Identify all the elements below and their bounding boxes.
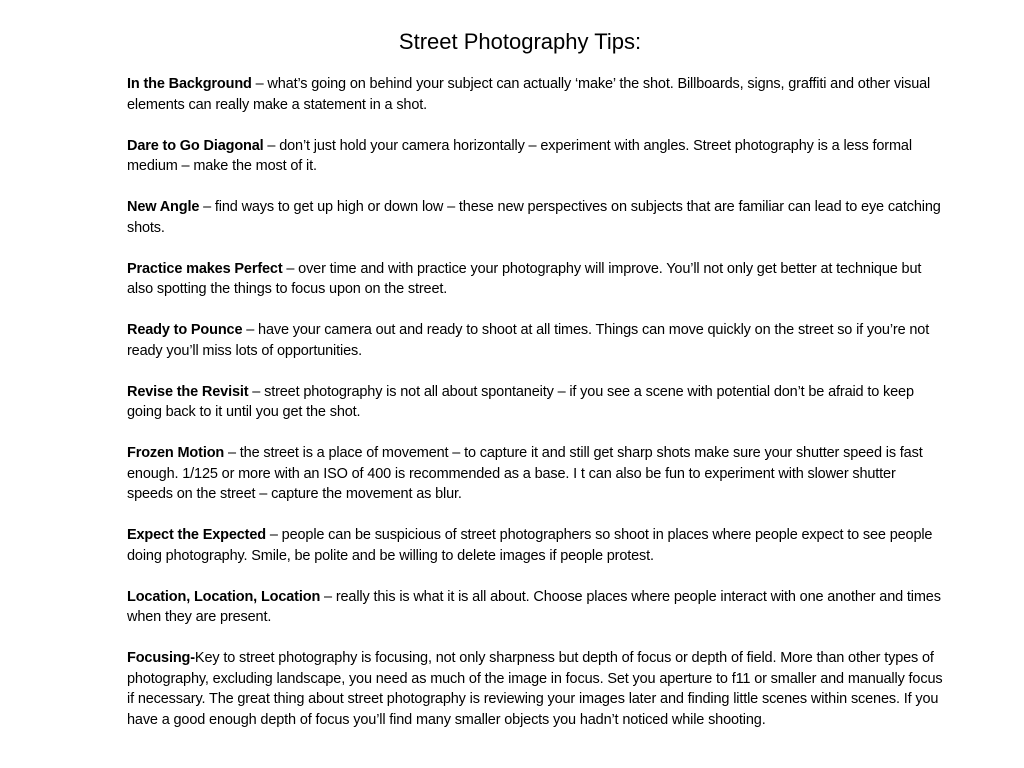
tip-paragraph <box>127 525 945 566</box>
tip-heading: New Angle <box>127 199 200 215</box>
tip-paragraph <box>127 587 945 628</box>
tip-paragraph <box>127 320 945 361</box>
tip-paragraph <box>127 443 945 505</box>
tip-body: – really this is what it is all about. Choose places where people interact with one another and times when they are present. <box>127 588 941 625</box>
tip-paragraph <box>127 648 945 730</box>
tip-paragraph <box>127 197 945 238</box>
tip-heading: Dare to Go Diagonal <box>127 137 264 154</box>
tip-body: – don’t just hold your camera horizontally – experiment with angles. Street photography is a less formal medium – make the most of it. <box>127 137 912 174</box>
tip-heading: In the Background <box>127 76 252 92</box>
tip-body: – have your camera out and ready to shoot at all times. Things can move quickly on the street so if you’re not ready you’ll miss lots of opportunities. <box>127 322 930 359</box>
tip-body: – what’s going on behind your subject can actually ‘make’ the shot. Billboards, signs, graffiti and other visual elements can really make a statement in a shot. <box>127 76 931 113</box>
tip-paragraph <box>127 259 945 300</box>
page-title: Street Photography Tips: <box>398 29 642 54</box>
tip-paragraph <box>127 74 945 115</box>
tip-body: – street photography is not all about spontaneity – if you see a scene with potential don’t be afraid to keep going back to it until you get the shot. <box>127 383 914 420</box>
tip-body: – people can be suspicious of street photographers so shoot in places where people expect to see people doing photography. Smile, be polite and be willing to delete images if people protest. <box>127 527 933 564</box>
tip-heading: Revise the Revisit <box>127 383 249 400</box>
tip-heading: Practice makes Perfect <box>127 260 283 277</box>
tip-body: – find ways to get up high or down low – these new perspectives on subjects that are familiar can lead to eye catching shots. <box>127 199 941 236</box>
tip-heading: Location, Location, Location <box>127 588 321 605</box>
tip-heading: Frozen Motion <box>127 445 225 461</box>
tips-list <box>127 74 945 751</box>
tip-body: – the street is a place of movement – to capture it and still get sharp shots make sure your shutter speed is fast enough. 1/125 or more with an ISO of 400 is recommended as a base. I t can also be fun to experiment with slower shutter speeds on the street – capture the movement as blur. <box>127 445 923 502</box>
tip-heading: Ready to Pounce <box>127 322 243 338</box>
tip-body: Key to street photography is focusing, not only sharpness but depth of focus or depth of field. More than other types of photography, excluding landscape, you need as much of the image in focus. Set you aperture to f11 or smaller and manually focus if necessary. The great thing about street photography is reviewing your images later and finding little scenes within scenes. If you have a good enough depth of focus you’ll find many smaller objects you hadn’t noticed while shooting. <box>127 650 943 728</box>
tip-heading: Focusing- <box>127 650 195 666</box>
tip-paragraph <box>127 382 945 423</box>
tip-body: – over time and with practice your photography will improve. You’ll not only get better at technique but also spotting the things to focus upon on the street. <box>127 260 922 297</box>
tip-heading: Expect the Expected <box>127 527 266 543</box>
tip-paragraph <box>127 136 945 177</box>
